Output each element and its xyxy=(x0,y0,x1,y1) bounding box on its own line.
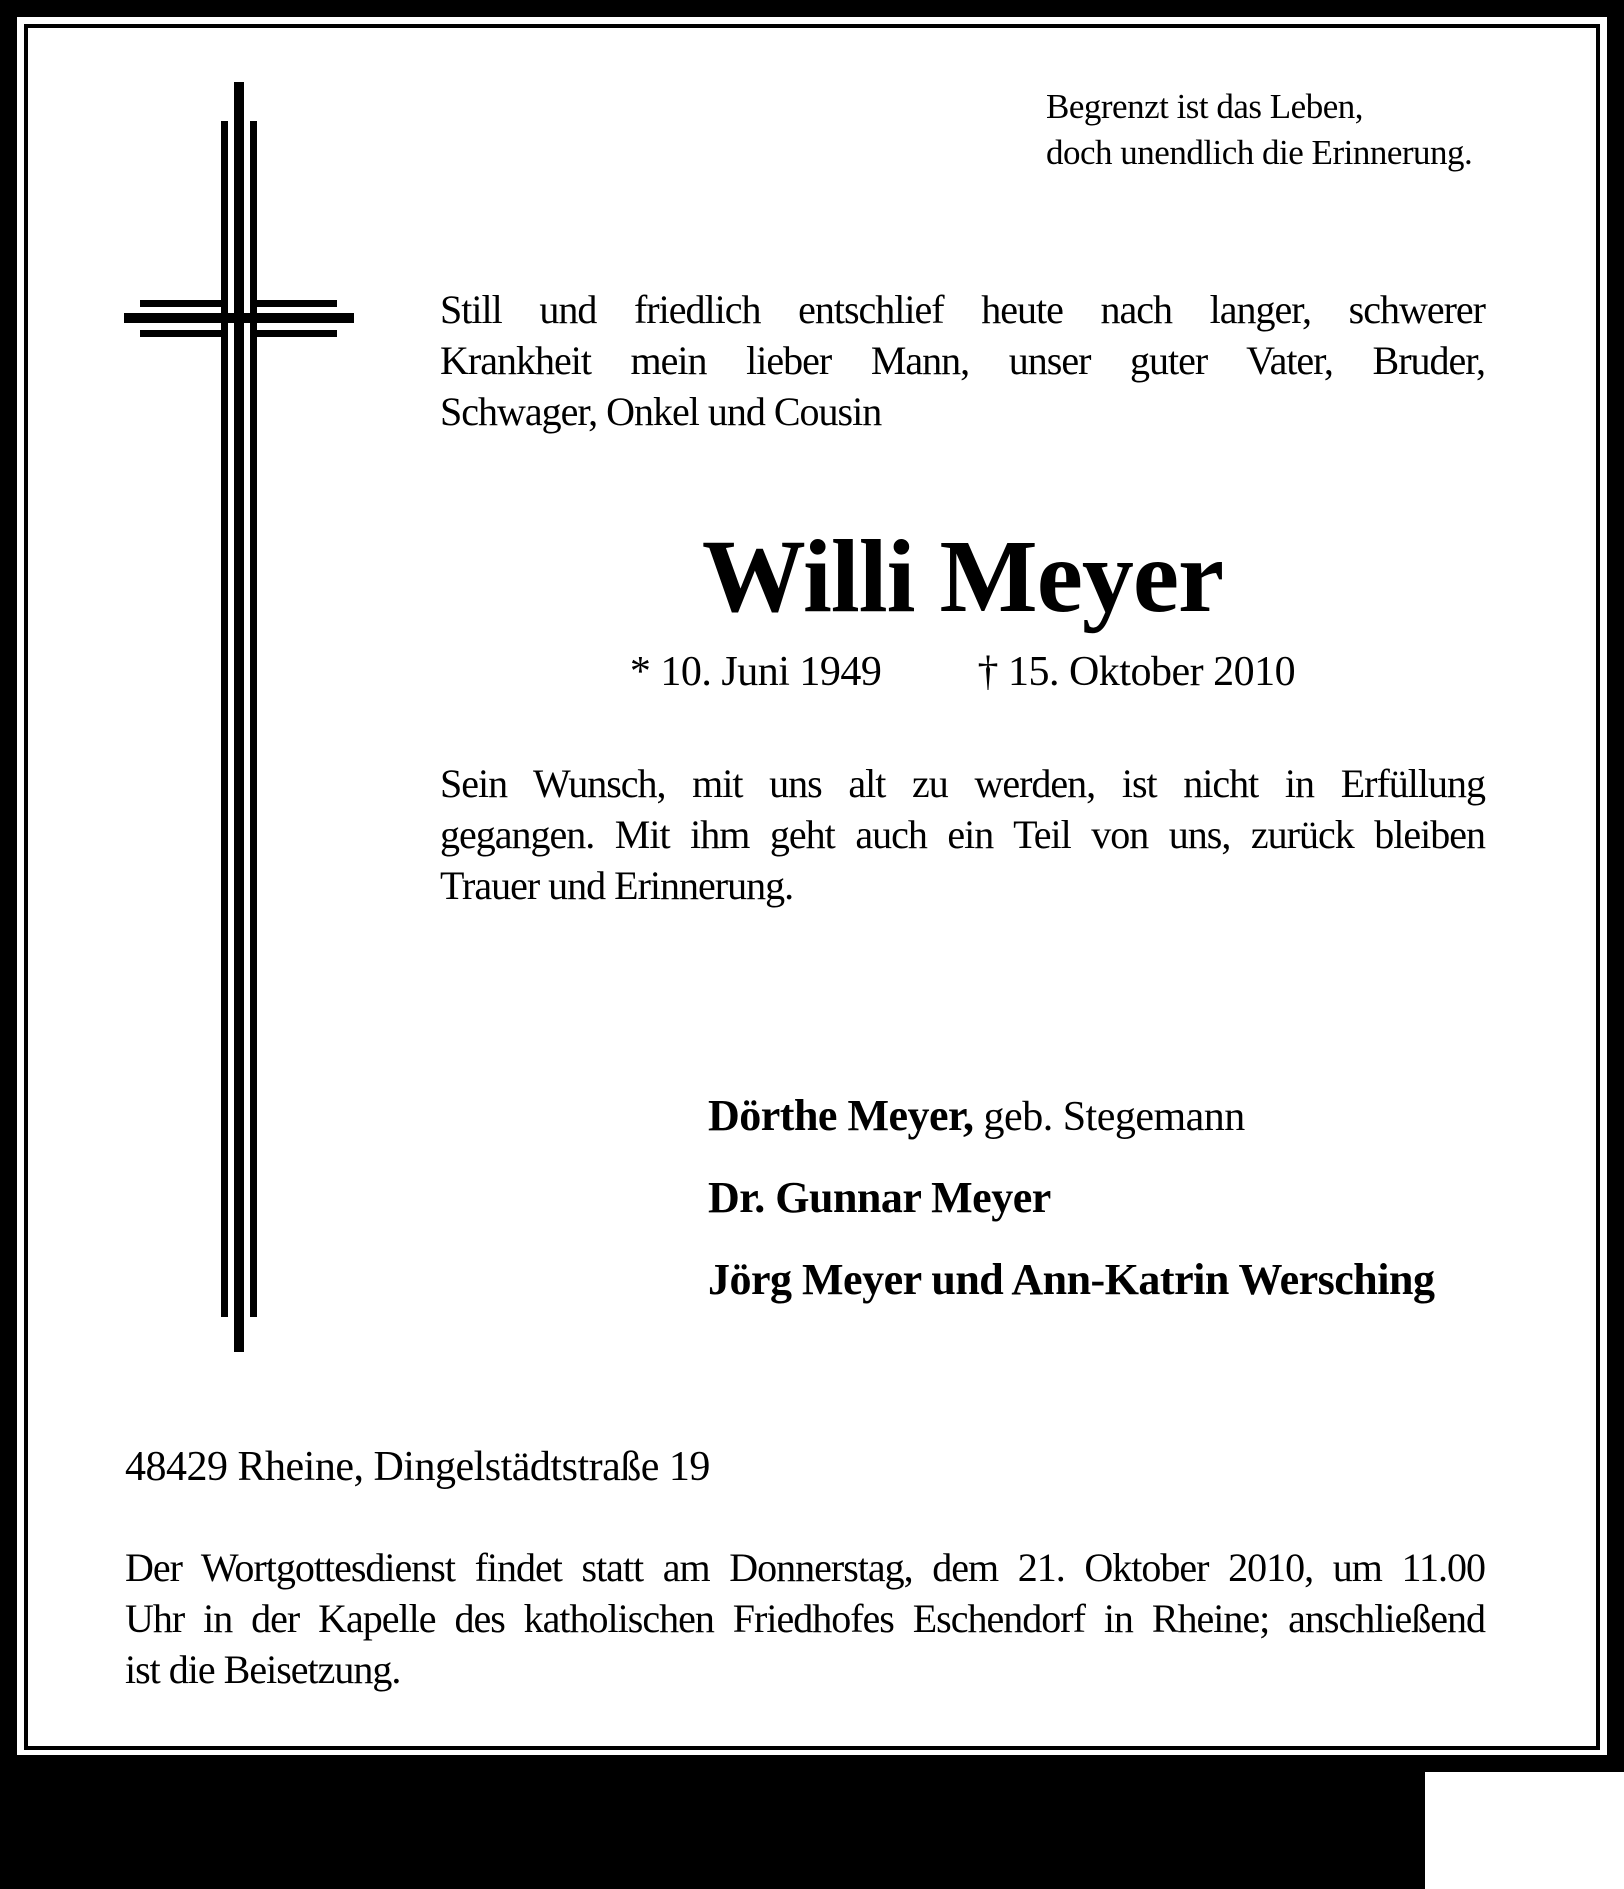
death-date: † 15. Oktober 2010 xyxy=(977,649,1296,695)
mourners-list xyxy=(708,1090,1434,1336)
mourner-name: Dörthe Meyer, xyxy=(708,1091,974,1140)
memorial-cross-icon xyxy=(0,0,400,1400)
intro-line: Krankheit mein lieber Mann, unser guter Vater, Bruder, xyxy=(440,338,1485,383)
service-line: Uhr in der Kapelle des katholischen Friedhofes Eschendorf in Rheine; anschließend xyxy=(125,1596,1485,1641)
tribute-line: gegangen. Mit ihm geht auch ein Teil von uns, zurück bleiben xyxy=(440,812,1485,857)
intro-line: Schwager, Onkel und Cousin xyxy=(440,389,882,434)
service-line: ist die Beisetzung. xyxy=(125,1647,401,1692)
mourner-row xyxy=(708,1172,1434,1223)
mourner-row xyxy=(708,1254,1434,1305)
service-line: Der Wortgottesdienst findet statt am Donnerstag, dem 21. Oktober 2010, um 11.00 xyxy=(125,1545,1485,1590)
epigraph-line: Begrenzt ist das Leben, xyxy=(1046,87,1364,126)
birth-date: * 10. Juni 1949 xyxy=(629,649,882,695)
mourner-name: Jörg Meyer und Ann-Katrin Wersching xyxy=(708,1255,1435,1304)
redaction-bar xyxy=(0,1756,1425,1889)
mourner-row xyxy=(708,1090,1434,1141)
tribute-line: Trauer und Erinnerung. xyxy=(440,863,794,908)
epigraph-line: doch unendlich die Erinnerung. xyxy=(1046,133,1473,172)
address-line: 48429 Rheine, Dingelstädtstraße 19 xyxy=(125,1444,710,1490)
mourner-suffix: geb. Stegemann xyxy=(973,1094,1245,1140)
intro-paragraph xyxy=(440,284,1485,437)
mourner-name: Dr. Gunnar Meyer xyxy=(708,1173,1051,1222)
tribute-paragraph xyxy=(440,758,1485,911)
intro-line: Still und friedlich entschlief heute nach langer, schwerer xyxy=(440,287,1485,332)
tribute-line: Sein Wunsch, mit uns alt zu werden, ist nicht in Erfüllung xyxy=(440,761,1485,806)
epigraph xyxy=(1046,84,1472,176)
deceased-name: Willi Meyer xyxy=(701,519,1224,634)
service-paragraph xyxy=(125,1542,1485,1695)
life-dates xyxy=(440,648,1485,696)
